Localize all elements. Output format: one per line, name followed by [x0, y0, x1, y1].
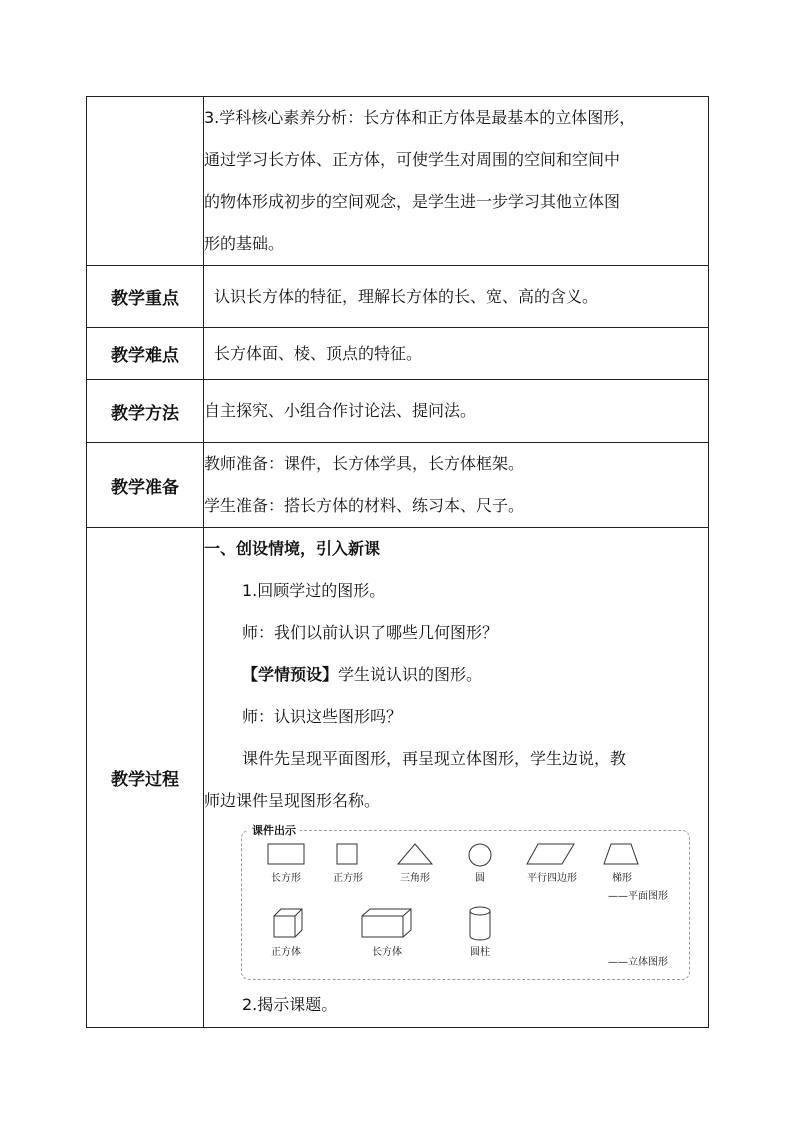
- core-literacy-line: 3.学科核心素养分析：长方体和正方体是最基本的立体图形，: [204, 108, 636, 127]
- key-points-label: 教学重点: [87, 266, 204, 328]
- step-2: 2.揭示课题。: [242, 995, 338, 1014]
- figure-tag: 课件出示: [248, 822, 300, 838]
- key-points-text: 认识长方体的特征，理解长方体的长、宽、高的含义。: [214, 286, 599, 306]
- plane-shape-label: 正方形: [333, 873, 363, 884]
- step-1: 1.回顾学过的图形。: [242, 581, 386, 600]
- solid-shape-label: 正方体: [271, 947, 301, 958]
- section-heading: 一、创设情境，引入新课: [204, 539, 381, 558]
- plane-shape-label: 圆: [475, 873, 485, 884]
- process-label: 教学过程: [87, 528, 204, 1028]
- trapezoid-shape: [602, 843, 640, 867]
- solid-shape-label: 圆柱: [470, 947, 490, 958]
- solid-shape-label: 长方体: [372, 947, 402, 958]
- cuboid-shape: [360, 907, 414, 941]
- teacher-preparation: 教师准备：课件，长方体学具，长方体框架。: [204, 454, 525, 473]
- core-literacy-cell: [204, 97, 709, 266]
- difficulties-label: 教学难点: [87, 328, 204, 380]
- core-literacy-row: [87, 97, 709, 266]
- difficulties-text: 长方体面、棱、顶点的特征。: [214, 343, 423, 363]
- plane-shape-label: 长方形: [271, 873, 301, 884]
- methods-label: 教学方法: [87, 380, 204, 443]
- lesson-plan-table: [86, 96, 709, 1028]
- process-row: [87, 528, 709, 1028]
- teacher-question-1: 师：我们以前认识了哪些几何图形？: [242, 623, 499, 642]
- presetting-text: 学生说认识的图形。: [338, 665, 483, 684]
- core-literacy-label-cell: [87, 97, 204, 266]
- parallelogram-shape: [526, 843, 576, 867]
- preparation-row: [87, 443, 709, 528]
- methods-row: [87, 380, 709, 443]
- courseware-figure: [241, 824, 690, 980]
- circle-shape: [467, 842, 493, 868]
- plane-figures-label: ——平面图形: [608, 891, 668, 902]
- methods-text: 自主探究、小组合作讨论法、提问法。: [204, 401, 477, 420]
- core-literacy-line: 形的基础。: [204, 234, 285, 253]
- solid-figures-label: ——立体图形: [608, 957, 668, 968]
- triangle-shape: [396, 842, 434, 866]
- presetting-line: [204, 654, 708, 696]
- student-preparation: 学生准备：搭长方体的材料、练习本、尺子。: [204, 496, 525, 515]
- rectangle-shape: [267, 843, 305, 867]
- presetting-tag: 【学情预设】: [242, 665, 339, 684]
- difficulties-row: [87, 328, 709, 380]
- cylinder-shape: [468, 905, 492, 943]
- process-cell: [204, 528, 709, 1028]
- core-literacy-line: 的物体形成初步的空间观念，是学生进一步学习其他立体图: [204, 192, 621, 211]
- courseware-line-1: 课件先呈现平面图形，再呈现立体图形，学生边说，教: [242, 749, 627, 768]
- courseware-line-2: 师边课件呈现图形名称。: [204, 791, 381, 810]
- key-points-row: [87, 266, 709, 328]
- cube-shape: [272, 907, 306, 941]
- teacher-question-2: 师：认识这些图形吗？: [242, 707, 403, 726]
- core-literacy-line: 通过学习长方体、正方体，可使学生对周围的空间和空间中: [204, 150, 621, 169]
- plane-shape-label: 梯形: [612, 873, 632, 884]
- plane-shape-label: 三角形: [400, 873, 430, 884]
- preparation-label: 教学准备: [87, 443, 204, 528]
- plane-shape-label: 平行四边形: [527, 873, 577, 884]
- square-shape: [336, 843, 360, 867]
